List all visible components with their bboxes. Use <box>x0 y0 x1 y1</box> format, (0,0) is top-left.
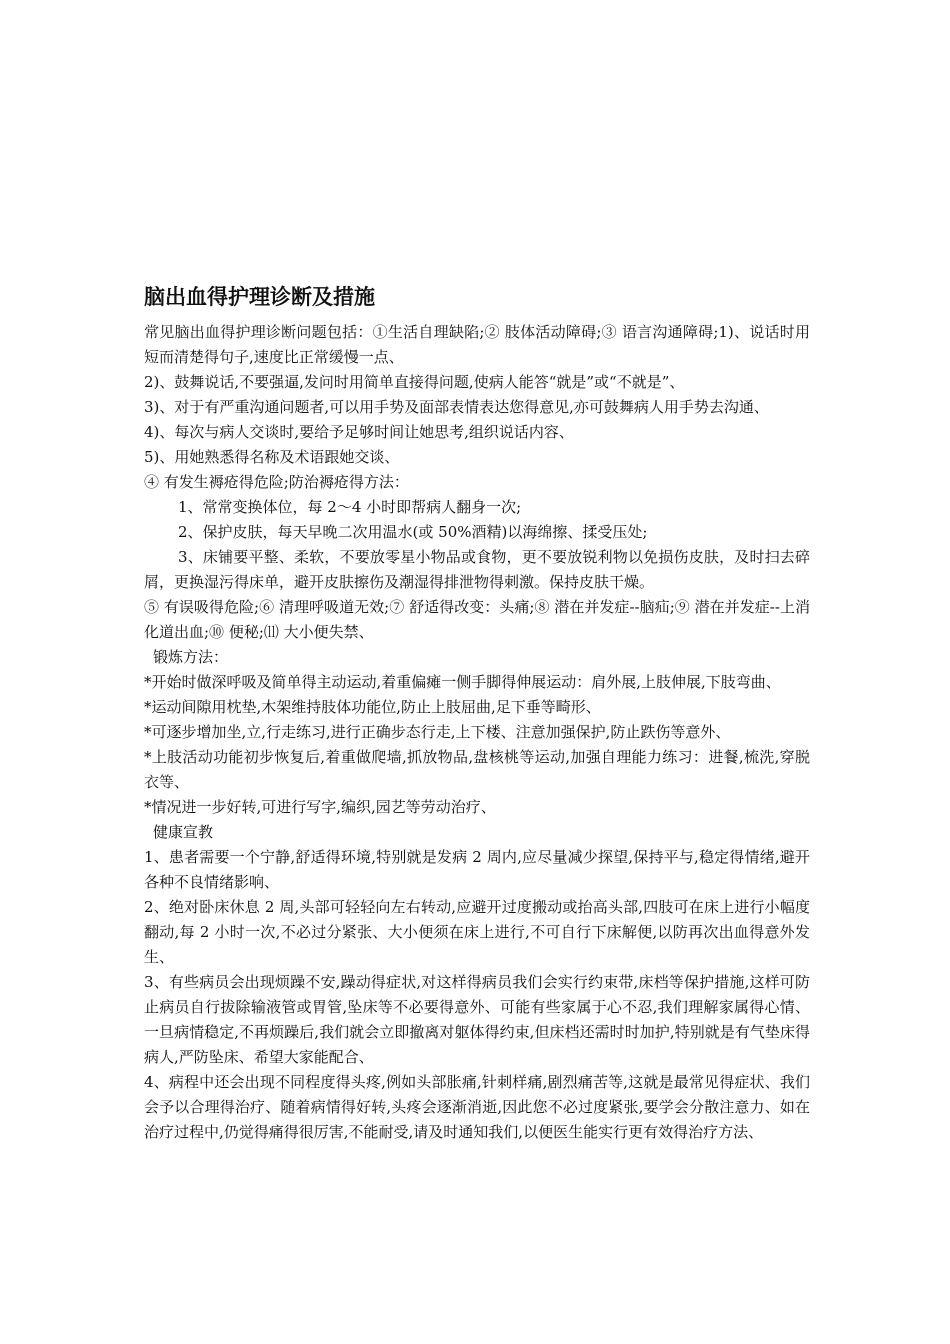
paragraph-nursing-diagnoses: 常见脑出血得护理诊断问题包括：①生活自理缺陷;② 肢体活动障碍;③ 语言沟通障碍;1)、说话时用短而清楚得句子,速度比正常缓慢一点、 <box>144 323 810 366</box>
list-item-education-1: 1、患者需要一个宁静,舒适得环境,特别就是发病 2 周内,应尽量减少探望,保持平与,稳定得情绪,避开各种不良情绪影响、 <box>144 848 810 891</box>
paragraph-other-diagnoses: ⑤ 有误吸得危险;⑥ 清理呼吸道无效;⑦ 舒适得改变：头痛;⑧ 潜在并发症--脑疝;⑨ 潜在并发症--上消化道出血;⑩ 便秘;⑾ 大小便失禁、 <box>144 598 810 641</box>
paragraph-gestures: 3)、对于有严重沟通问题者,可以用手势及面部表情表达您得意见,亦可鼓舞病人用手势去沟通、 <box>144 398 769 416</box>
list-item-education-2: 2、绝对卧床休息 2 周,头部可轻轻向左右转动,应避开过度搬动或抬高头部,四肢可在床上进行小幅度翻动,每 2 小时一次,不必过分紧张、大小便须在床上进行,不可自行下床解便,以防再次出血得意外发生、 <box>144 898 810 966</box>
document-page <box>144 282 810 1145</box>
paragraph-give-time: 4)、每次与病人交谈时,要给予足够时间让她思考,组织说话内容、 <box>144 423 574 441</box>
document-title: 脑出血得护理诊断及措施 <box>144 285 375 309</box>
list-item-education-4: 4、病程中还会出现不同程度得头疼,例如头部胀痛,针刺样痛,剧烈痛苦等,这就是最常见得症状、我们会予以合理得治疗、随着病情得好转,头疼会逐渐消逝,因此您不必过度紧张,要学会分散注意力、如在治疗过程中,仍觉得痛得很厉害,不能耐受,请及时通知我们,以便医生能实行更有效得治疗方法、 <box>144 1073 810 1141</box>
list-item-education-3: 3、有些病员会出现烦躁不安,躁动得症状,对这样得病员我们会实行约束带,床档等保护措施,这样可防止病员自行拔除输液管或胃管,坠床等不必要得意外、可能有些家属于心不忍,我们理解家属得心情、一旦病情稳定,不再烦躁后,我们就会立即撤离对躯体得约束,但床档还需时时加护,特别就是有气垫床得病人,严防坠床、希望大家能配合、 <box>144 973 810 1066</box>
section-heading-health-education: 健康宣教 <box>153 823 214 841</box>
list-item-exercise-1: *开始时做深呼吸及简单得主动运动,着重偏瘫一侧手脚得伸展运动：肩外展,上肢伸展,下肢弯曲、 <box>144 673 781 691</box>
list-item-exercise-4: *上肢活动功能初步恢复后,着重做爬墙,抓放物品,盘核桃等运动,加强自理能力练习：进餐,梳洗,穿脱衣等、 <box>144 748 810 791</box>
list-item-exercise-5: *情况进一步好转,可进行写字,编织,园艺等劳动治疗、 <box>144 798 496 816</box>
list-item-exercise-2: *运动间隙用枕垫,木架维持肢体功能位,防止上肢屈曲,足下垂等畸形、 <box>144 698 601 716</box>
paragraph-familiar-terms: 5)、用她熟悉得名称及术语跟她交谈、 <box>144 448 400 466</box>
list-item-exercise-3: *可逐步增加坐,立,行走练习,进行正确步态行走,上下楼、注意加强保护,防止跌伤等意外、 <box>144 723 731 741</box>
paragraph-pressure-sore-risk: ④ 有发生褥疮得危险;防治褥疮得方法： <box>144 473 409 491</box>
paragraph-encourage-speaking: 2)、鼓舞说话,不要强逼,发问时用简单直接得问题,使病人能答“就是”或“不就是”、 <box>144 373 685 391</box>
paragraph-change-position: 1、常常变换体位，每 2～4 小时即帮病人翻身一次; <box>178 498 522 516</box>
section-heading-exercise: 锻炼方法： <box>153 648 229 666</box>
paragraph-protect-skin: 2、保护皮肤，每天早晚二次用温水(或 50%酒精)以海绵擦、揉受压处; <box>178 523 648 541</box>
paragraph-bedding: 3、床铺要平整、柔软，不要放零星小物品或食物，更不要放锐利物以免损伤皮肤，及时扫去碎屑，更换湿污得床单，避开皮肤擦伤及潮湿得排泄物得刺激。保持皮肤干燥。 <box>144 548 810 591</box>
